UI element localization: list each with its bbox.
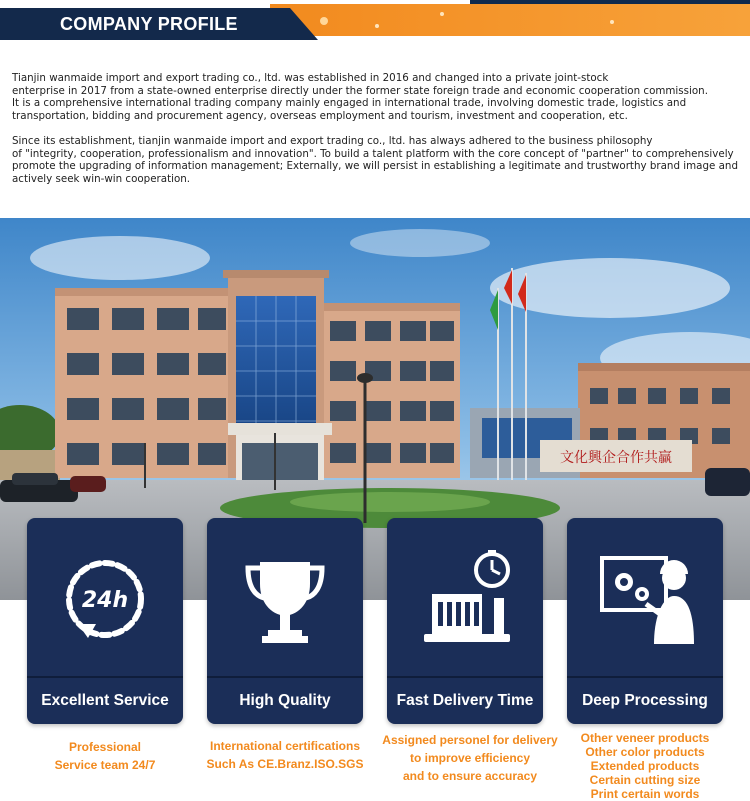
header-decor-dot — [320, 17, 328, 25]
feature-card-processing — [567, 518, 723, 724]
intro-line: of "integrity, cooperation, professionalism and innovation". To build a talent platform with the core concept of "partner" to comprehensively — [12, 147, 734, 160]
building-sign: 文化興企合作共贏 — [560, 450, 672, 466]
description-line: and to ensure accuracy — [402, 769, 538, 783]
intro-line: actively seek win-win cooperation. — [12, 172, 191, 185]
feature-label: Deep Processing — [582, 692, 708, 709]
header-decor-dot — [375, 24, 379, 28]
feature-label: High Quality — [239, 692, 331, 709]
intro-line: Since its establishment, tianjin wanmaide import and export trading co., ltd. has always adhered to the business philosophy — [12, 134, 653, 147]
description-line: to improve efficiency — [409, 751, 531, 765]
section-header — [0, 0, 750, 42]
24h-service-icon — [50, 544, 160, 654]
feature-card-quality — [207, 518, 363, 724]
description-line: Extended products — [590, 759, 700, 773]
header-decor-dot — [440, 12, 444, 16]
card-divider — [387, 676, 543, 678]
card-divider — [207, 676, 363, 678]
feature-label: Excellent Service — [41, 692, 169, 709]
header-decor-dot — [610, 20, 614, 24]
trophy-icon — [230, 544, 340, 654]
feature-description-service — [27, 738, 183, 774]
description-line: Other veneer products — [580, 731, 710, 745]
page-title: COMPANY PROFILE — [60, 14, 238, 34]
intro-line: transportation, bidding and procurement agency, overseas employment and tourism, investment and cooperation, etc. — [12, 109, 628, 122]
header-accent-bar — [270, 4, 750, 36]
description-line: Such As CE.Branz.ISO.SGS — [206, 757, 364, 771]
scale-timer-icon — [410, 544, 520, 654]
company-intro — [12, 72, 748, 185]
description-line: Professional — [68, 740, 142, 754]
description-line: Certain cutting size — [589, 773, 701, 787]
24h-label: 24h — [81, 588, 129, 613]
intro-line: Tianjin wanmaide import and export trading co., ltd. was established in 2016 and changed into a private joint-stock — [12, 72, 609, 84]
intro-line: It is a comprehensive international trading company mainly engaged in international trade, involving domestic trade, logistics and — [12, 97, 687, 110]
card-divider — [567, 676, 723, 678]
card-divider — [27, 676, 183, 678]
intro-line: enterprise in 2017 from a state-owned enterprise directly under the former state foreign trade and economic cooperation commission. — [12, 84, 708, 97]
feature-label: Fast Delivery Time — [396, 692, 534, 709]
engineer-gears-icon — [590, 544, 700, 654]
intro-paragraph — [12, 72, 748, 122]
description-line: Print certain words — [590, 787, 700, 801]
description-line: International certifications — [209, 739, 361, 753]
feature-card-service — [27, 518, 183, 724]
intro-paragraph — [12, 135, 748, 185]
description-line: Service team 24/7 — [54, 758, 156, 772]
description-line: Assigned personel for delivery — [382, 733, 558, 747]
feature-description-delivery — [375, 731, 565, 785]
feature-card-delivery — [387, 518, 543, 724]
feature-description-quality — [200, 737, 370, 773]
description-line: Other color products — [585, 745, 705, 759]
feature-description-processing — [567, 731, 723, 801]
intro-line: promote the upgrading of information management; Externally, we will persist in establishing a legitimate and trustworthy brand image and — [12, 160, 738, 173]
header-top-line — [470, 0, 750, 4]
